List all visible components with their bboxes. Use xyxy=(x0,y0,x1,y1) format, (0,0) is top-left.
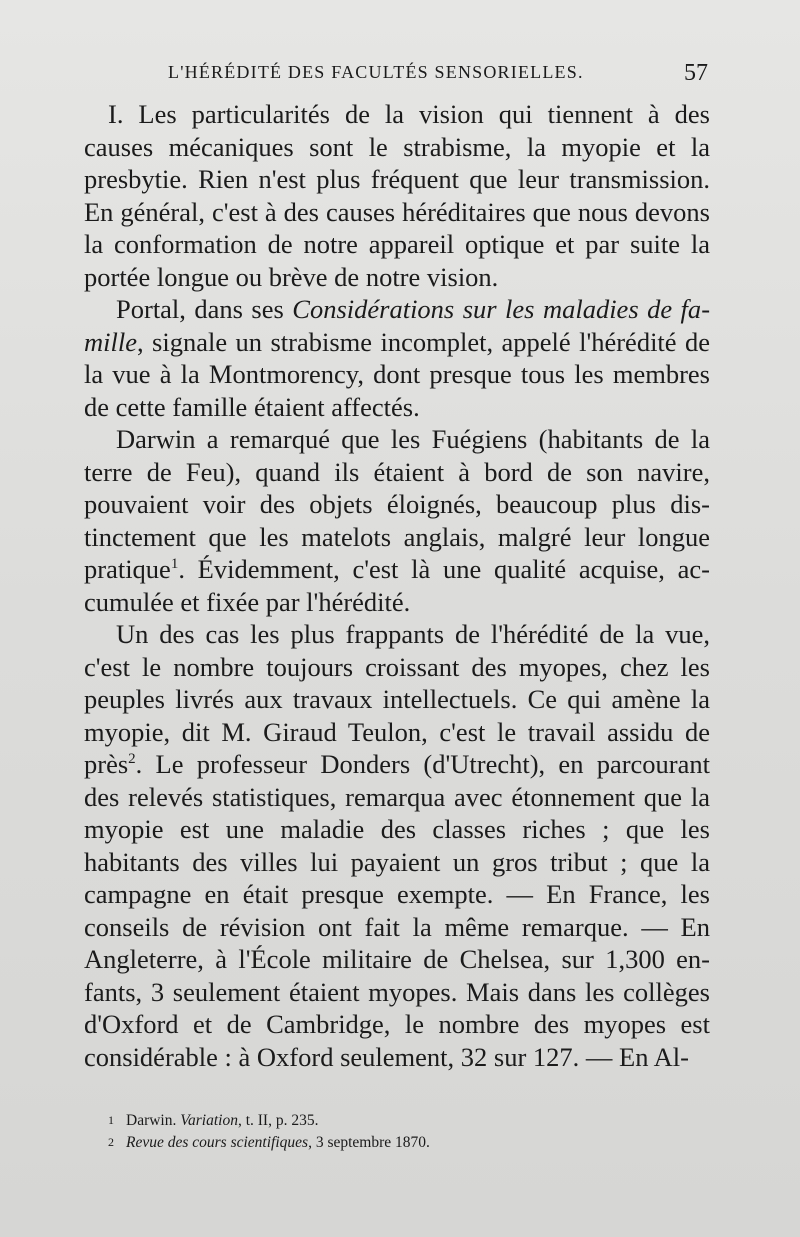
footnote-1-mark: 1 xyxy=(108,1113,114,1127)
footnote-2-mark: 2 xyxy=(108,1135,114,1149)
footnote-1 xyxy=(108,1110,668,1132)
footnote-1-author: Darwin. xyxy=(126,1112,181,1129)
paragraph-3-text-b: . Évidemment, c'est là une qualité acquise, accumulée et fixée par l'hérédité. xyxy=(84,554,710,617)
paragraph-2-text-b: , signale un strabisme incomplet, appelé l'hérédité de la vue à la Montmorency, dont presque tous les membres de cette famille étaient affectés. xyxy=(84,326,710,422)
paragraph-2-text-a: Portal, dans ses xyxy=(116,294,293,324)
paragraph-3 xyxy=(84,423,710,618)
page-number: 57 xyxy=(684,60,708,86)
footnote-2 xyxy=(108,1132,668,1154)
paragraph-4-text-a: Un des cas les plus frappants de l'hérédité de la vue, c'est le nombre toujours croissant des myopes, chez les peuples livrés aux travaux intellectuels. Ce qui amène la myopie, dit M. Giraud Teulon, c'est le travail assidu de près xyxy=(84,619,710,779)
paragraph-4-text-b: . Le professeur Donders (d'Utrecht), en parcourant des relevés statistiques, remarqua avec étonnement que la myopie est une maladie des classes riches ; que les habitants des villes lui payaient un gros tribut ; que la campagne en était presque exempte. — En France, les conseils de révision ont fait la même remarque. — En Angleterre, à l'École militaire de Chelsea, sur 1,300 enfants, 3 seulement étaient myopes. Mais dans les collèges d'Oxford et de Cambridge, le nombre des myopes est considérable : à Oxford seulement, 32 sur 127. — En Al- xyxy=(84,749,710,1072)
running-title: L'HÉRÉDITÉ DES FACULTÉS SENSORIELLES. xyxy=(168,62,584,82)
footnote-ref-2[interactable]: 2 xyxy=(128,751,136,768)
footnotes xyxy=(108,1110,668,1154)
paragraph-2 xyxy=(84,293,710,423)
footnote-ref-1[interactable]: 1 xyxy=(170,556,179,573)
footnote-1-title: Variation xyxy=(180,1112,238,1129)
footnote-2-rest: , 3 septembre 1870. xyxy=(308,1134,430,1151)
footnote-2-title: Revue des cours scientifiques xyxy=(126,1134,309,1151)
paragraph-3-text-a: Darwin a remarqué que les Fuégiens (habitants de la terre de Feu), quand ils étaient à bord de son navire, pouvaient voir des objets éloignés, beaucoup plus distinctement que les matelots anglais, malgré leur longue pratique xyxy=(84,424,710,584)
footnote-1-rest: , t. II, p. 235. xyxy=(237,1112,319,1129)
book-title: Considérations sur les maladies de famille xyxy=(84,294,711,357)
paragraph-4 xyxy=(84,618,710,1073)
paragraph-1: I. Les particularités de la vision qui tiennent à des causes mécaniques sont le strabisme, la myopie et la presbytie. Rien n'est plus fréquent que leur transmission. En général, c'est à des causes héréditaires que nous devons la conformation de notre appareil optique et par suite la portée longue ou brève de notre vision. xyxy=(84,99,710,292)
running-head xyxy=(168,62,708,90)
body-text xyxy=(84,98,710,1073)
